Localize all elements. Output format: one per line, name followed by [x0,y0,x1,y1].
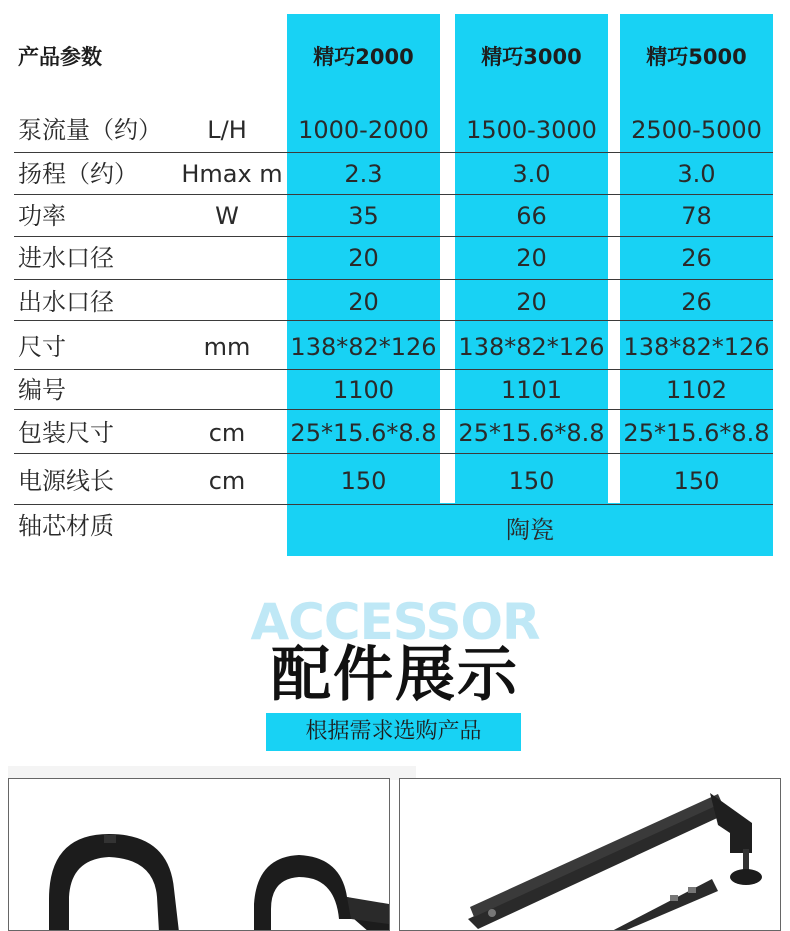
row-value: 1500-3000 [466,116,597,144]
shared-row-value: 陶瓷 [506,516,554,544]
row-label: 进水口径 [18,244,114,272]
row-value: 2500-5000 [631,116,762,144]
row-value: 25*15.6*8.8 [623,419,770,447]
row-label: 编号 [18,376,66,404]
row-value: 150 [508,467,555,495]
row-unit: Hmax m [181,160,283,188]
row-value: 35 [348,202,379,230]
row-value: 26 [681,244,712,272]
row-value: 66 [516,202,547,230]
row-value: 3.0 [677,160,716,188]
row-value: 1101 [500,376,563,404]
row-value: 20 [348,244,379,272]
row-value: 138*82*126 [290,333,437,361]
row-label: 尺寸 [18,333,66,361]
row-divider [14,369,773,370]
row-unit: mm [203,333,251,361]
row-value: 138*82*126 [623,333,770,361]
pipe-clamp-icon [9,779,390,931]
row-label: 包装尺寸 [18,419,114,447]
params-heading: 产品参数 [18,45,102,69]
row-label: 扬程（约） [18,160,138,188]
row-divider [14,320,773,321]
pipe-clamp-photo [8,778,390,931]
row-value: 3.0 [512,160,551,188]
row-value: 20 [516,244,547,272]
row-label: 功率 [18,202,66,230]
row-value: 138*82*126 [458,333,605,361]
row-value: 26 [681,288,712,316]
mounting-bracket-photo [399,778,781,931]
row-value: 150 [340,467,387,495]
row-unit: cm [208,419,246,447]
row-value: 20 [516,288,547,316]
row-value: 1000-2000 [298,116,429,144]
row-unit: cm [208,467,246,495]
accessories-subtitle: 根据需求选购产品 [266,713,521,751]
row-value: 25*15.6*8.8 [290,419,437,447]
row-label: 出水口径 [18,288,114,316]
model-name-1: 精巧2000 [313,45,414,69]
row-divider [14,279,773,280]
row-unit: L/H [207,116,247,144]
row-divider [14,194,773,195]
row-divider [14,236,773,237]
row-divider [14,504,773,505]
model-name-3: 精巧5000 [646,45,747,69]
row-unit: W [215,202,239,230]
model-name-2: 精巧3000 [481,45,582,69]
row-value: 150 [673,467,720,495]
row-label: 轴芯材质 [18,512,114,540]
row-divider [14,152,773,153]
row-value: 1100 [332,376,395,404]
row-label: 泵流量（约） [18,116,162,144]
row-value: 78 [681,202,712,230]
accessor-english-word: ACCESSOR [250,593,540,651]
row-divider [14,409,773,410]
row-label: 电源线长 [18,467,114,495]
mounting-bracket-icon [400,779,781,931]
row-value: 2.3 [344,160,383,188]
row-value: 1102 [665,376,728,404]
row-value: 20 [348,288,379,316]
accessories-title: 配件展示 [271,640,519,710]
row-value: 25*15.6*8.8 [458,419,605,447]
row-divider [14,453,773,454]
